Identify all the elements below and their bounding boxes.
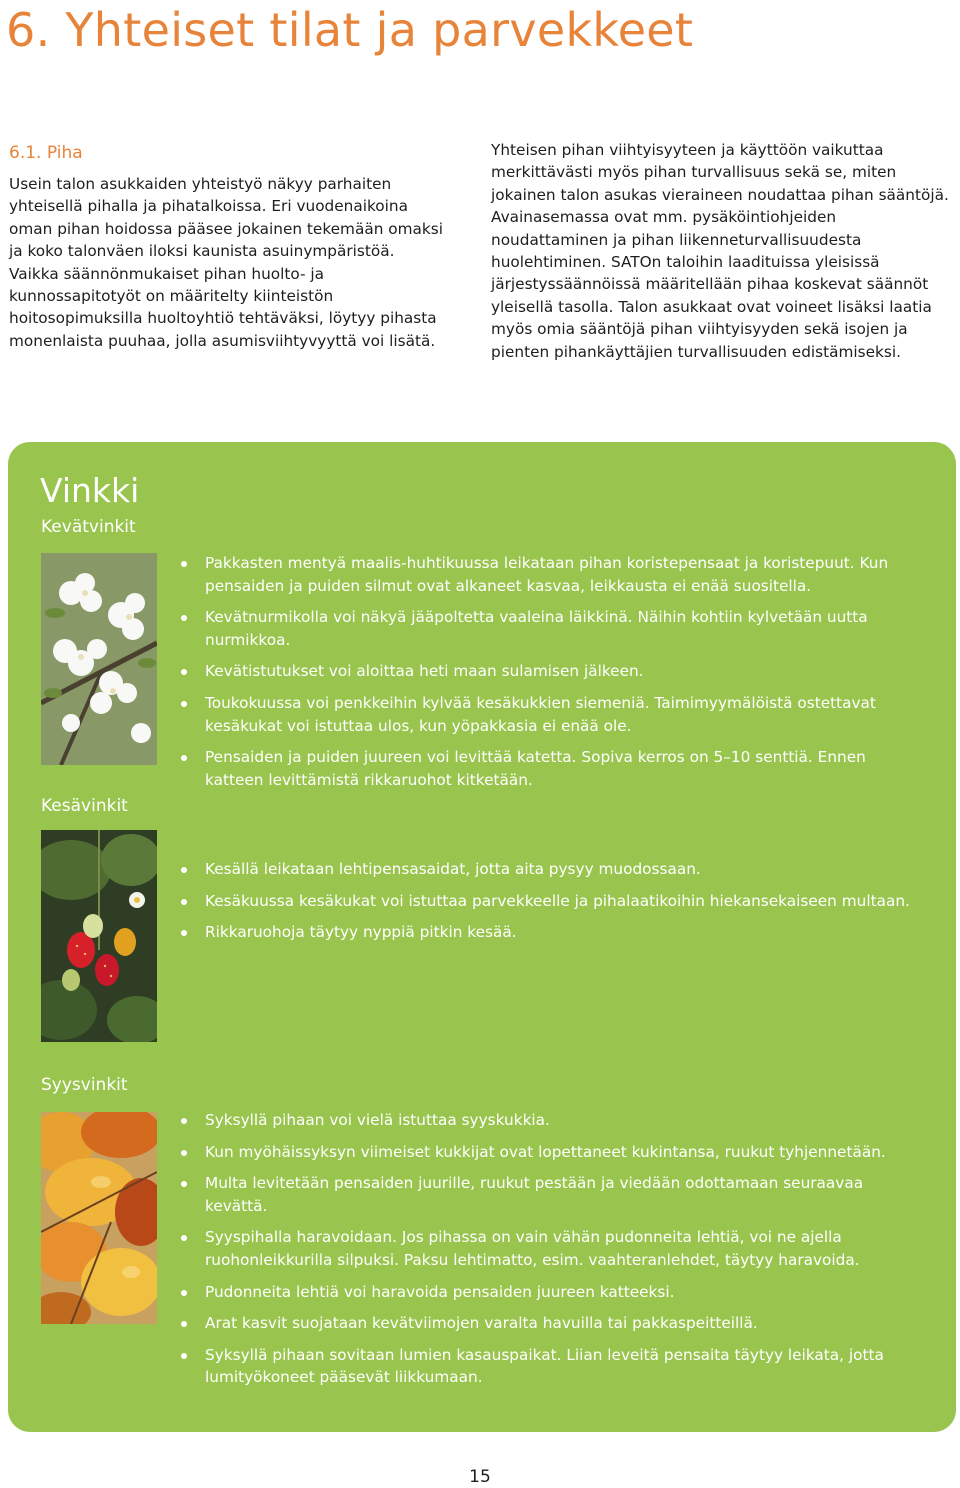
list-item: Arat kasvit suojataan kevätviimojen varalta havuilla tai pakkaspeitteillä. bbox=[181, 1312, 921, 1335]
bullet-icon bbox=[181, 669, 187, 675]
bullet-icon bbox=[181, 1235, 187, 1241]
bullet-icon bbox=[181, 1353, 187, 1359]
season-label-summer: Kesävinkit bbox=[41, 796, 128, 816]
bullet-icon bbox=[181, 867, 187, 873]
intro-left-text: Usein talon asukkaiden yhteistyö näkyy parhaiten yhteisellä pihalla ja pihatalkoissa. Eri vuodenaikoina oman pihan hoidossa pääsee jokainen tekemään omaksi ja koko talonväen iloksi kaunista asuinympäristöä. Vaikka säännönmukaiset pihan huolto- ja kunnossapitotyöt on määritelty kiinteistön hoitosopimuksilla huoltoyhtiö tehtäväksi, löytyy pihasta monenlaista puuhaa, jolla asumisviihtyvyyttä voi lisätä. bbox=[9, 175, 443, 350]
strawberry-photo bbox=[41, 830, 157, 1042]
list-item: Syyspihalla haravoidaan. Jos pihassa on vain vähän pudonneita lehtiä, voi ne ajella ruohonleikkurilla silpuksi. Paksu lehtimatto, esim. vaahteranlehdet, täytyy haravoida. bbox=[181, 1226, 921, 1271]
season-label-autumn: Syysvinkit bbox=[41, 1075, 128, 1095]
section-heading: 6.1. Piha bbox=[9, 143, 83, 163]
intro-right-column bbox=[491, 139, 953, 363]
list-item: Kun myöhäissyksyn viimeiset kukkijat ovat lopettaneet kukintansa, ruukut tyhjennetään. bbox=[181, 1141, 921, 1164]
list-item: Pensaiden ja puiden juureen voi levittää katetta. Sopiva kerros on 5–10 senttiä. Ennen katteen levittämistä rikkaruohot kitketään. bbox=[181, 746, 921, 791]
page-title: 6. Yhteiset tilat ja parvekkeet bbox=[6, 3, 694, 57]
bullet-icon bbox=[181, 561, 187, 567]
list-item: Pudonneita lehtiä voi haravoida pensaiden juureen katteeksi. bbox=[181, 1281, 921, 1304]
list-item: Syksyllä pihaan voi vielä istuttaa syyskukkia. bbox=[181, 1109, 921, 1132]
tips-list-spring bbox=[181, 552, 921, 800]
bullet-icon bbox=[181, 755, 187, 761]
vinkki-title: Vinkki bbox=[40, 471, 140, 510]
bullet-icon bbox=[181, 1321, 187, 1327]
bullet-icon bbox=[181, 1290, 187, 1296]
list-item: Multa levitetään pensaiden juurille, ruukut pestään ja viedään odottamaan seuraavaa kevättä. bbox=[181, 1172, 921, 1217]
list-item: Rikkaruohoja täytyy nyppiä pitkin kesää. bbox=[181, 921, 921, 944]
tips-list-summer bbox=[181, 858, 921, 953]
intro-right-text: Yhteisen pihan viihtyisyyteen ja käyttöön vaikuttaa merkittävästi myös pihan turvallisuus sekä se, miten jokainen talon asukas vieraineen noudattaa pihan sääntöjä. Avainasemassa ovat mm. pysäköintiohjeiden noudattaminen ja pihan liikenneturvallisuudesta huolehtiminen. SATOn taloihin laadituissa yleisissä järjestyssäännöissä määritellään pihaa koskevat säännöt yleisellä tasolla. Talon asukkaat ovat voineet lisäksi laatia myös omia sääntöjä pihan viihtyisyyden sekä isojen ja pienten pihankäyttäjien turvallisuuden edistämiseksi. bbox=[491, 141, 949, 361]
bullet-icon bbox=[181, 701, 187, 707]
list-item: Kesällä leikataan lehtipensasaidat, jotta aita pysyy muodossaan. bbox=[181, 858, 921, 881]
tips-list-autumn bbox=[181, 1109, 921, 1398]
apple-blossom-photo bbox=[41, 553, 157, 765]
list-item: Kesäkuussa kesäkukat voi istuttaa parvekkeelle ja pihalaatikoihin hiekansekaiseen multaan. bbox=[181, 890, 921, 913]
bullet-icon bbox=[181, 1181, 187, 1187]
list-item: Kevätistutukset voi aloittaa heti maan sulamisen jälkeen. bbox=[181, 660, 921, 683]
bullet-icon bbox=[181, 1150, 187, 1156]
list-item: Kevätnurmikolla voi näkyä jääpoltetta vaaleina läikkinä. Näihin kohtiin kylvetään uutta nurmikkoa. bbox=[181, 606, 921, 651]
page-number: 15 bbox=[469, 1467, 491, 1487]
bullet-icon bbox=[181, 930, 187, 936]
bullet-icon bbox=[181, 615, 187, 621]
bullet-icon bbox=[181, 1118, 187, 1124]
season-label-spring: Kevätvinkit bbox=[41, 517, 136, 537]
intro-left-column bbox=[9, 173, 449, 352]
list-item: Syksyllä pihaan sovitaan lumien kasauspaikat. Liian leveitä pensaita täytyy leikata, jotta lumityökoneet pääsevät liikkumaan. bbox=[181, 1344, 921, 1389]
list-item: Toukokuussa voi penkkeihin kylvää kesäkukkien siemeniä. Taimimyymälöistä ostettavat kesäkukat voi istuttaa ulos, kun yöpakkasia ei enää ole. bbox=[181, 692, 921, 737]
bullet-icon bbox=[181, 899, 187, 905]
list-item: Pakkasten mentyä maalis-huhtikuussa leikataan pihan koristepensaat ja koristepuut. Kun pensaiden ja puiden silmut ovat alkaneet kasvaa, leikkausta ei enää suositella. bbox=[181, 552, 921, 597]
autumn-leaves-photo bbox=[41, 1112, 157, 1324]
